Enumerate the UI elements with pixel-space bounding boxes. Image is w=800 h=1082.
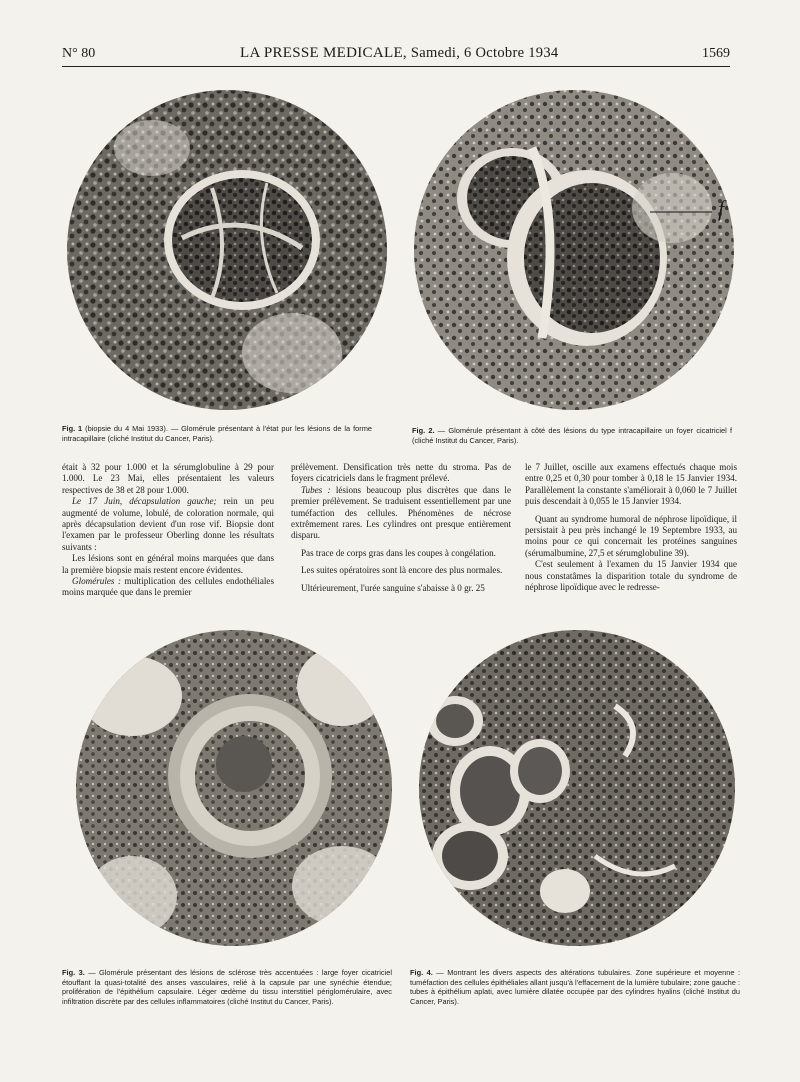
issue-number: N° 80 xyxy=(62,46,96,61)
figure-2-label: Fig. 2. xyxy=(412,426,435,435)
col1-paragraph-3: Les lésions sont en général moins marquées que dans la première biopsie mais restent encore évidentes. xyxy=(62,553,274,575)
figure-1-caption-text: (biopsie du 4 Mai 1933). — Glomérule présentant à l'état pur les lésions de la forme intracapillaire (cliché Institut du Cancer, Paris). xyxy=(62,424,372,443)
col1-date-phrase: Le 17 Juin, décapsulation gauche; xyxy=(72,496,217,507)
glomerules-heading: Glomérules : xyxy=(72,576,121,587)
figure-2-caption-text: — Glomérule présentant à côté des lésions du type intracapillaire un foyer cicatriciel f (cliché Institut du Cancer, Paris). xyxy=(412,426,732,445)
figure-4-caption xyxy=(410,968,740,1006)
figure-2-caption xyxy=(412,426,732,445)
figure-1-caption xyxy=(62,424,372,443)
col1-paragraph-4 xyxy=(62,576,274,599)
issue-date: Samedi, 6 Octobre 1934 xyxy=(410,45,559,61)
figure-3-micrograph xyxy=(72,626,397,951)
tubes-heading: Tubes : xyxy=(301,484,331,495)
figure-4-label: Fig. 4. xyxy=(410,968,433,977)
running-header xyxy=(62,40,730,67)
col1-paragraph-1: était à 32 pour 1.000 et la sérumglobuline à 29 pour 1.000. Le 23 Mai, elles présentaient les valeurs respectives de 38 et 28 pour 1.000. xyxy=(62,462,274,495)
figure-2-marker: f xyxy=(718,196,725,221)
figure-1-micrograph xyxy=(62,88,392,413)
figure-4-plate xyxy=(415,626,740,951)
col2-paragraph-2-text: lésions beaucoup plus discrètes que dans le premier prélèvement. Se traduisent essentiellement par une tuméfaction des cellules. Phénomènes de nécrose extrêmement rares. Les cylindres ont presque entièrement disparu. xyxy=(291,484,511,541)
col3-paragraph-3: C'est seulement à l'examen du 15 Janvier 1934 que nous constatâmes la disparition totale du syndrome de néphrose lipoïdique avec le redresse- xyxy=(525,559,737,593)
figure-2-plate xyxy=(412,88,742,413)
page-number: 1569 xyxy=(702,46,730,61)
figure-1-label: Fig. 1 xyxy=(62,424,83,433)
figure-1-plate xyxy=(62,88,392,413)
figure-2-micrograph xyxy=(412,88,742,413)
text-column-1 xyxy=(62,462,274,599)
figure-3-caption xyxy=(62,968,392,1006)
col2-paragraph-3: Pas trace de corps gras dans les coupes à congélation. xyxy=(301,547,496,558)
journal-title-line xyxy=(240,45,558,62)
col2-paragraph-5: Ultérieurement, l'urée sanguine s'abaisse à 0 gr. 25 xyxy=(301,582,485,593)
col3-paragraph-2: Quant au syndrome humoral de néphrose lipoïdique, il persistait à peu près inchangé le 19 Septembre 1933, au moins pour ce qui concernait les protéines sanguines (sérumalbumine, 27,5 et sérumglobuline 39). xyxy=(525,513,737,558)
col1-paragraph-2-text: rein un peu augmenté de volume, lobulé, de coloration normale, qui après décapsulation devient d'un rose vif. Biopsie dont l'examen par le professeur Oberling donne les résultats suivants : xyxy=(62,496,274,552)
figure-4-caption-text: — Montrant les divers aspects des altérations tubulaires. Zone supérieure et moyenne : tuméfaction des cellules épithéliales allant jusqu'à l'effacement de la lumière tubulaire; zone gauche : tubes à épithélium aplati, avec lumière dilatée occupée par des cylindres hyalins (cliché Institut du Cancer, Paris). xyxy=(410,968,740,1006)
figure-3-caption-text: — Glomérule présentant des lésions de sclérose très accentuées : large foyer cicatriciel étouffant la quasi-totalité des anses vasculaires, relié à la capsule par une synéchie étendue; prolifération de l'épithélium capsulaire. Léger œdème du tissu interstitiel périglomérulaire, avec infiltration discrète par des cellules inflammatoires (cliché Institut du Cancer, Paris). xyxy=(62,968,392,1006)
col1-paragraph-2 xyxy=(62,496,274,553)
figure-3-plate xyxy=(72,626,397,951)
journal-title: LA PRESSE MEDICALE, xyxy=(240,45,407,61)
col2-paragraph-1: prélèvement. Densification très nette du stroma. Pas de foyers cicatriciels dans le fragment prélevé. xyxy=(291,462,511,484)
figure-3-label: Fig. 3. xyxy=(62,968,85,977)
text-column-3 xyxy=(525,462,737,593)
col1-paragraph-4-text: multiplication des cellules endothéliales moins marquée que dans le premier xyxy=(62,576,274,598)
col2-paragraph-4: Les suites opératoires sont là encore des plus normales. xyxy=(301,565,503,576)
figure-4-micrograph xyxy=(415,626,740,951)
col3-paragraph-1: le 7 Juillet, oscille aux examens effectués chaque mois entre 0,25 et 0,30 pour tomber à 0,18 le 15 Janvier 1934. Parallèlement la constante s'améliorait à 0,060 le 7 Juillet puis descendait à 0,055 le 15 Janvier 1934. xyxy=(525,462,737,507)
text-column-2 xyxy=(291,462,511,594)
col2-paragraph-2 xyxy=(291,485,511,542)
